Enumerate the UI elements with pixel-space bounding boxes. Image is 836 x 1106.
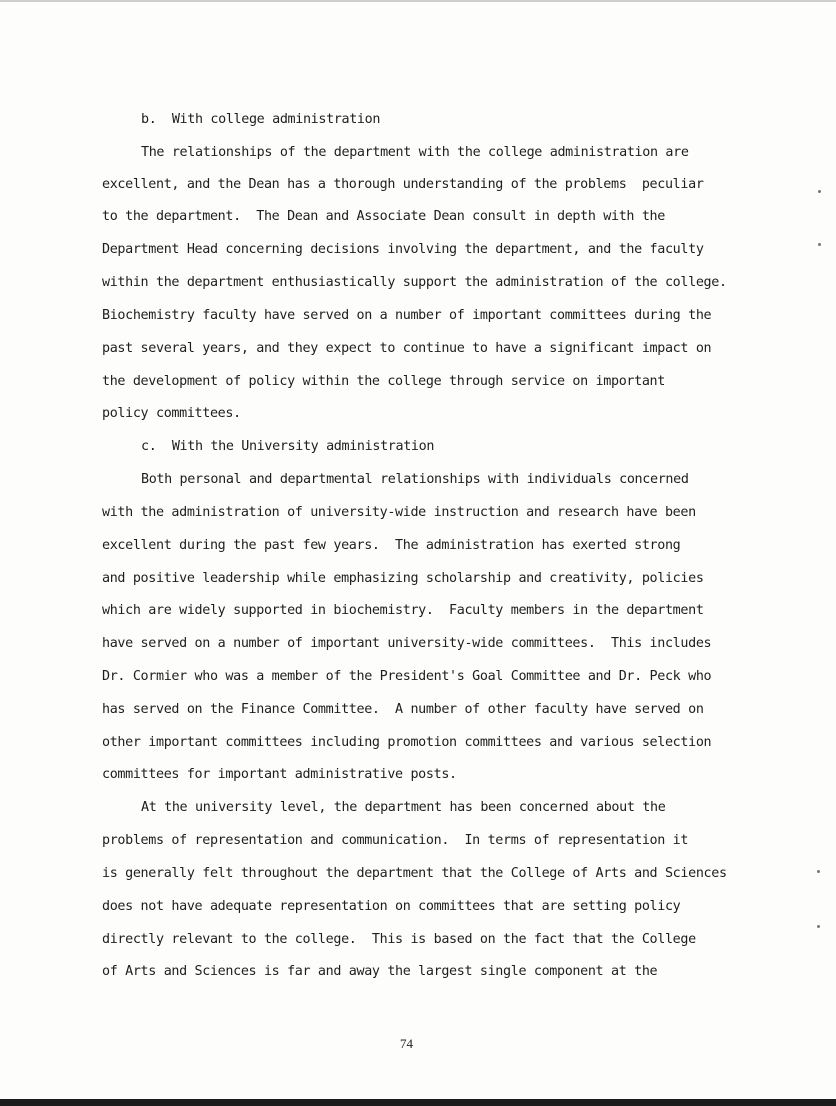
subsection-heading-university: c. With the University administration xyxy=(141,439,435,454)
text-line: with the administration of university-wide instruction and research have been xyxy=(102,505,696,520)
text-line: to the department. The Dean and Associate Dean consult in depth with the xyxy=(102,209,665,224)
text-line: excellent, and the Dean has a thorough understanding of the problems peculiar xyxy=(102,177,704,192)
text-line: and positive leadership while emphasizing scholarship and creativity, policies xyxy=(102,571,704,586)
text-line: committees for important administrative posts. xyxy=(102,767,457,782)
text-line: which are widely supported in biochemistry. Faculty members in the department xyxy=(102,603,704,618)
text-line: Both personal and departmental relationships with individuals concerned xyxy=(141,472,689,487)
scan-speck xyxy=(817,870,820,873)
scan-speck xyxy=(818,243,821,246)
text-line: within the department enthusiastically support the administration of the college. xyxy=(102,275,727,290)
text-line: excellent during the past few years. The administration has exerted strong xyxy=(102,538,681,553)
text-line: Department Head concerning decisions involving the department, and the faculty xyxy=(102,242,704,257)
text-line: problems of representation and communication. In terms of representation it xyxy=(102,833,689,848)
text-line: does not have adequate representation on committees that are setting policy xyxy=(102,899,681,914)
text-line: Dr. Cormier who was a member of the President's Goal Committee and Dr. Peck who xyxy=(102,669,712,684)
scan-bottom-edge xyxy=(0,1099,836,1106)
text-line: the development of policy within the college through service on important xyxy=(102,374,665,389)
text-line: Biochemistry faculty have served on a number of important committees during the xyxy=(102,308,712,323)
page-number: 74 xyxy=(400,1036,413,1051)
subsection-heading-college: b. With college administration xyxy=(141,112,381,127)
text-line: of Arts and Sciences is far and away the largest single component at the xyxy=(102,964,658,979)
text-line: is generally felt throughout the department that the College of Arts and Sciences xyxy=(102,866,727,881)
scan-speck xyxy=(818,190,821,193)
scan-speck xyxy=(817,925,820,928)
text-line: other important committees including promotion committees and various selection xyxy=(102,735,712,750)
text-line: policy committees. xyxy=(102,406,241,421)
text-line: directly relevant to the college. This is based on the fact that the College xyxy=(102,932,696,947)
text-line: At the university level, the department has been concerned about the xyxy=(141,800,666,815)
text-line: has served on the Finance Committee. A number of other faculty have served on xyxy=(102,702,704,717)
text-line: have served on a number of important university-wide committees. This includes xyxy=(102,636,712,651)
scan-top-edge xyxy=(0,0,836,2)
text-line: past several years, and they expect to continue to have a significant impact on xyxy=(102,341,712,356)
text-line: The relationships of the department with the college administration are xyxy=(141,145,689,160)
